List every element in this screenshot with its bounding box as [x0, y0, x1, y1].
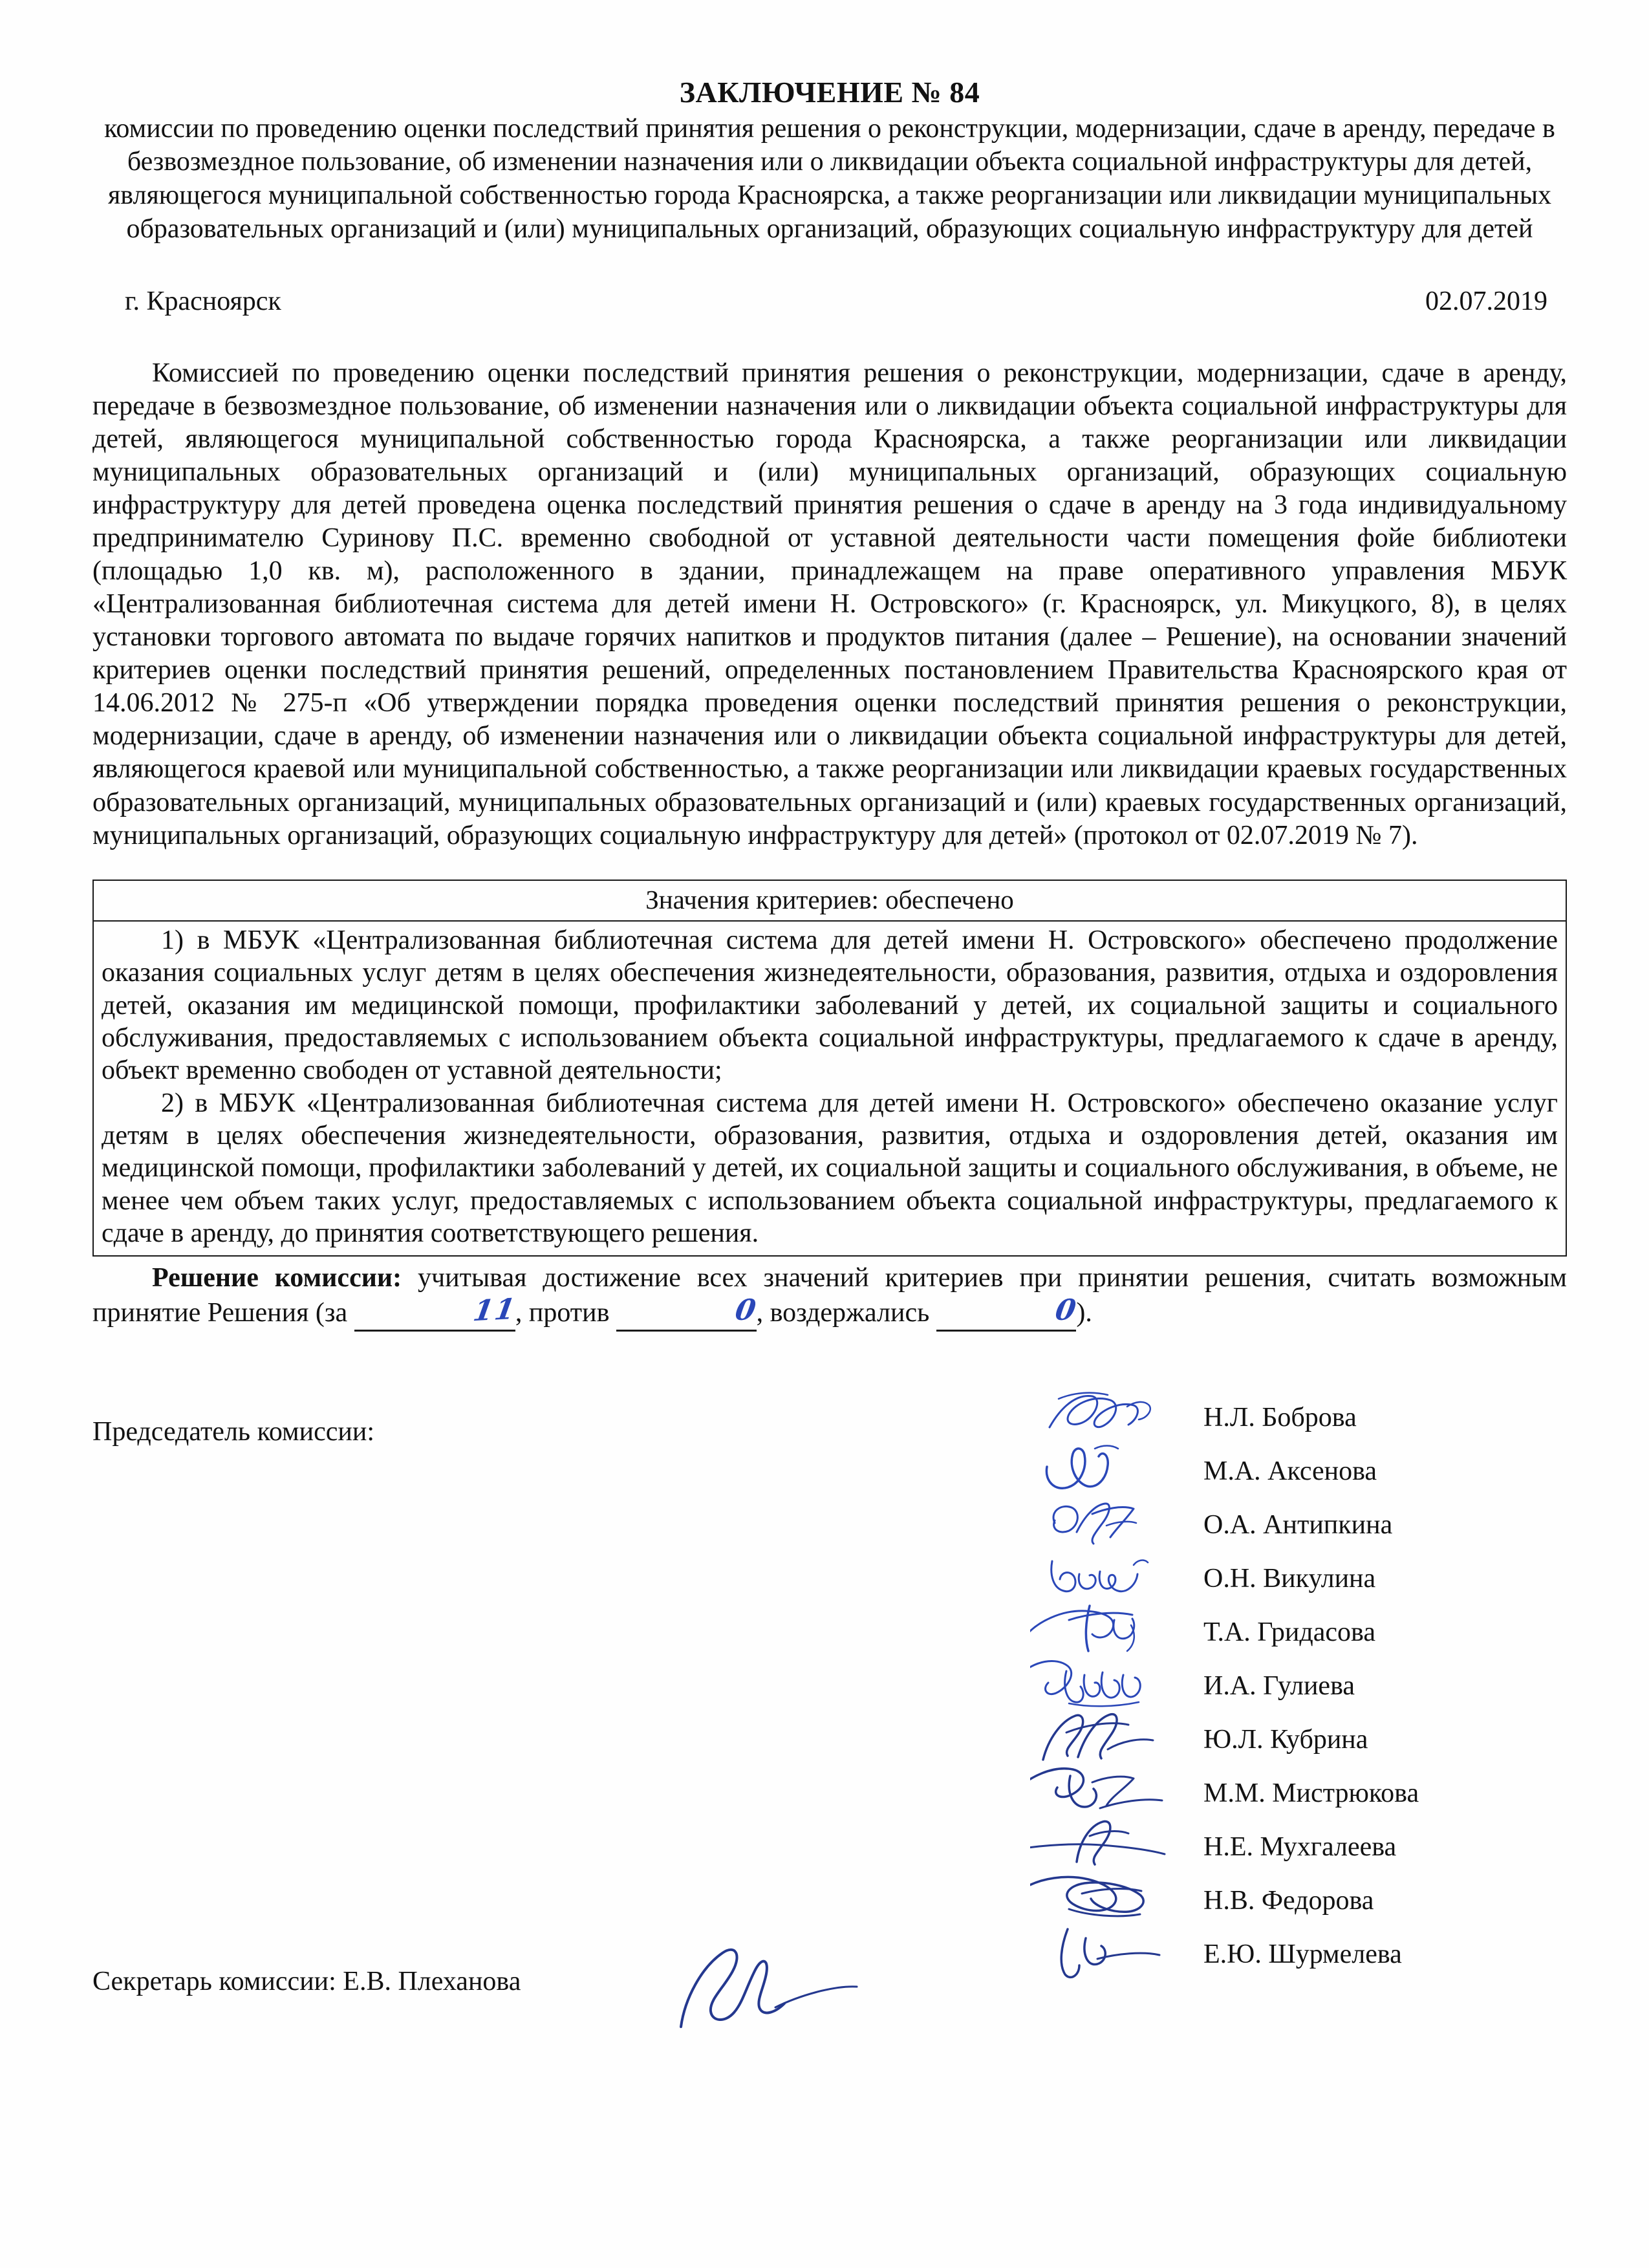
signature-mark-muhgaleeva	[1030, 1817, 1192, 1872]
signature-name: О.Н. Викулина	[1203, 1563, 1376, 1593]
criteria-header-row	[93, 880, 1566, 921]
signature-name: Ю.Л. Кубрина	[1203, 1724, 1368, 1755]
signature-name: Н.Е. Мухгалеева	[1203, 1831, 1397, 1862]
signature-name: О.А. Антипкина	[1203, 1509, 1393, 1540]
signature-mark-bobrova	[1030, 1387, 1192, 1443]
signature-row	[1043, 1390, 1573, 1444]
criteria-item-1: 1) в МБУК «Централизованная библиотечная система для детей имени Н. Островского» обеспечено продолжение оказания социальных услуг детям в целях обеспечения жизнедеятельности, образования, развития, отдыха и оздоровления детей, оказания им медицинской помощи, профилактики заболеваний у детей, их социальной защиты и социального обслуживания, предоставляемых с использованием объекта социальной инфраструктуры, предлагаемого к сдаче в аренду, объект временно свободен от уставной деятельности;	[102, 925, 1558, 1086]
signature-mark-gulieva	[1030, 1656, 1192, 1711]
criteria-body-cell	[93, 921, 1566, 1256]
votes-abstained-field[interactable]	[936, 1293, 1080, 1332]
page-title: ЗАКЛЮЧЕНИЕ № 84	[679, 76, 980, 109]
document-content	[92, 0, 1567, 1359]
votes-for-field[interactable]	[354, 1292, 519, 1332]
signature-mark-vikulina	[1030, 1548, 1192, 1604]
signature-mark-fedorova	[1030, 1870, 1192, 1926]
secretary-label: Секретарь комиссии: Е.В. Плеханова	[92, 1967, 521, 1996]
votes-against-value: 0	[733, 1293, 760, 1328]
signature-name: Т.А. Гридасова	[1203, 1617, 1375, 1647]
signature-mark-antipkina	[1030, 1495, 1192, 1550]
secretary-block	[92, 1966, 998, 1997]
signature-row	[1043, 1498, 1573, 1551]
decision-label: Решение комиссии:	[152, 1262, 402, 1293]
signature-mark-plehanova	[655, 1936, 868, 2033]
signature-name: Е.Ю. Шурмелева	[1203, 1939, 1402, 1969]
signature-mark-shurmeleva	[1030, 1924, 1192, 1980]
signature-row	[1043, 1820, 1573, 1874]
signature-mark-aksenova	[1030, 1441, 1192, 1496]
signature-row	[1043, 1605, 1573, 1659]
signature-row	[1043, 1874, 1573, 1927]
body-paragraph: Комиссией по проведению оценки последствий принятия решения о реконструкции, модернизации, сдаче в аренду, передаче в безвозмездное пользование, об изменении назначения или о ликвидации объекта социальной инфраструктуры для детей, являющегося муниципальной собственностью города Красноярска, а также реорганизации или ликвидации муниципальных образовательных организаций и (или) муниципальных организаций, образующих социальную инфраструктуру для детей проведена оценка последствий принятия решения о сдаче в аренду на 3 года индивидуальному предпринимателю Суринову П.С. временно свободной от уставной деятельности части помещения фойе библиотеки (площадью 1,0 кв. м), расположенного в здании, принадлежащем на праве оперативного управления МБУК «Централизованная библиотечная система для детей имени Н. Островского» (г. Красноярск, ул. Микуцкого, 8), в целях установки торгового автомата по выдаче горячих напитков и продуктов питания (далее – Решение), на основании значений критериев оценки последствий принятия решений, определенных постановлением Правительства Красноярского края от 14.06.2012 № 275-п «Об утверждении порядка проведения оценки последствий принятия решения о реконструкции, модернизации, сдаче в аренду, об изменении назначения или о ликвидации объекта социальной инфраструктуры для детей, являющегося краевой или муниципальной собственностью, а также реорганизации или ликвидации краевых государственных образовательных организаций, муниципальных образовательных организаций и (или) краевых государственных организаций, муниципальных организаций, образующих социальную инфраструктуру для детей» (протокол от 02.07.2019 № 7).	[92, 358, 1567, 850]
decision-tail: ).	[1076, 1297, 1092, 1328]
signature-name: Н.В. Федорова	[1203, 1885, 1374, 1916]
criteria-table	[92, 880, 1567, 1257]
signature-row	[1043, 1551, 1573, 1605]
signature-mark-gridasova	[1030, 1602, 1192, 1658]
criteria-item-2: 2) в МБУК «Централизованная библиотечная система для детей имени Н. Островского» обеспечено оказание услуг детям в целях обеспечения жизнедеятельности, образования, развития, отдыха и оздоровления детей, оказания им медицинской помощи, профилактики заболеваний у детей, их социальной защиты и социального обслуживания, в объеме, не менее чем объем таких услуг, предоставляемых с использованием объекта социальной инфраструктуры, предлагаемого к сдаче в аренду, до принятия соответствующего решения.	[102, 1088, 1558, 1249]
votes-for-value: 11	[470, 1292, 519, 1328]
signature-mark-kubrina	[1030, 1709, 1192, 1765]
votes-against-label: , против	[515, 1297, 616, 1328]
criteria-body-row	[93, 921, 1566, 1256]
place-date-row	[92, 286, 1567, 317]
signature-row	[1043, 1444, 1573, 1498]
signature-name: М.А. Аксенова	[1203, 1456, 1377, 1486]
signature-name: И.А. Гулиева	[1203, 1670, 1355, 1701]
chair-label: Председатель комиссии:	[92, 1417, 374, 1447]
signature-name: М.М. Мистрюкова	[1203, 1778, 1419, 1808]
signature-mark-mistryukova	[1030, 1763, 1192, 1819]
document-subtitle: комиссии по проведению оценки последствий принятия решения о реконструкции, модернизации, сдаче в аренду, передаче в безвозмездное пользование, об изменении назначения или о ликвидации объекта социальной инфраструктуры для детей, являющегося муниципальной собственностью города Красноярска, а также реорганизации или ликвидации муниципальных образовательных организаций и (или) муниципальных организаций, образующих социальную инфраструктуру для детей	[104, 113, 1555, 244]
votes-abstained-value: 0	[1052, 1293, 1080, 1328]
decision-text: учитывая достижение всех значений критериев при принятии решения, считать возможным принятие Решения (за	[92, 1262, 1567, 1328]
signature-list	[1043, 1390, 1573, 1981]
document-date: 02.07.2019	[1425, 286, 1547, 317]
votes-abstained-label: , воздержались	[756, 1297, 936, 1328]
place-label: г. Красноярск	[125, 286, 281, 317]
votes-against-field[interactable]	[616, 1293, 760, 1332]
signature-row	[1043, 1927, 1573, 1981]
signature-row	[1043, 1766, 1573, 1820]
signature-row	[1043, 1659, 1573, 1712]
signature-name: Н.Л. Боброва	[1203, 1402, 1357, 1432]
decision-paragraph	[92, 1262, 1567, 1332]
criteria-header-cell: Значения критериев: обеспечено	[93, 880, 1566, 921]
signature-row	[1043, 1712, 1573, 1766]
